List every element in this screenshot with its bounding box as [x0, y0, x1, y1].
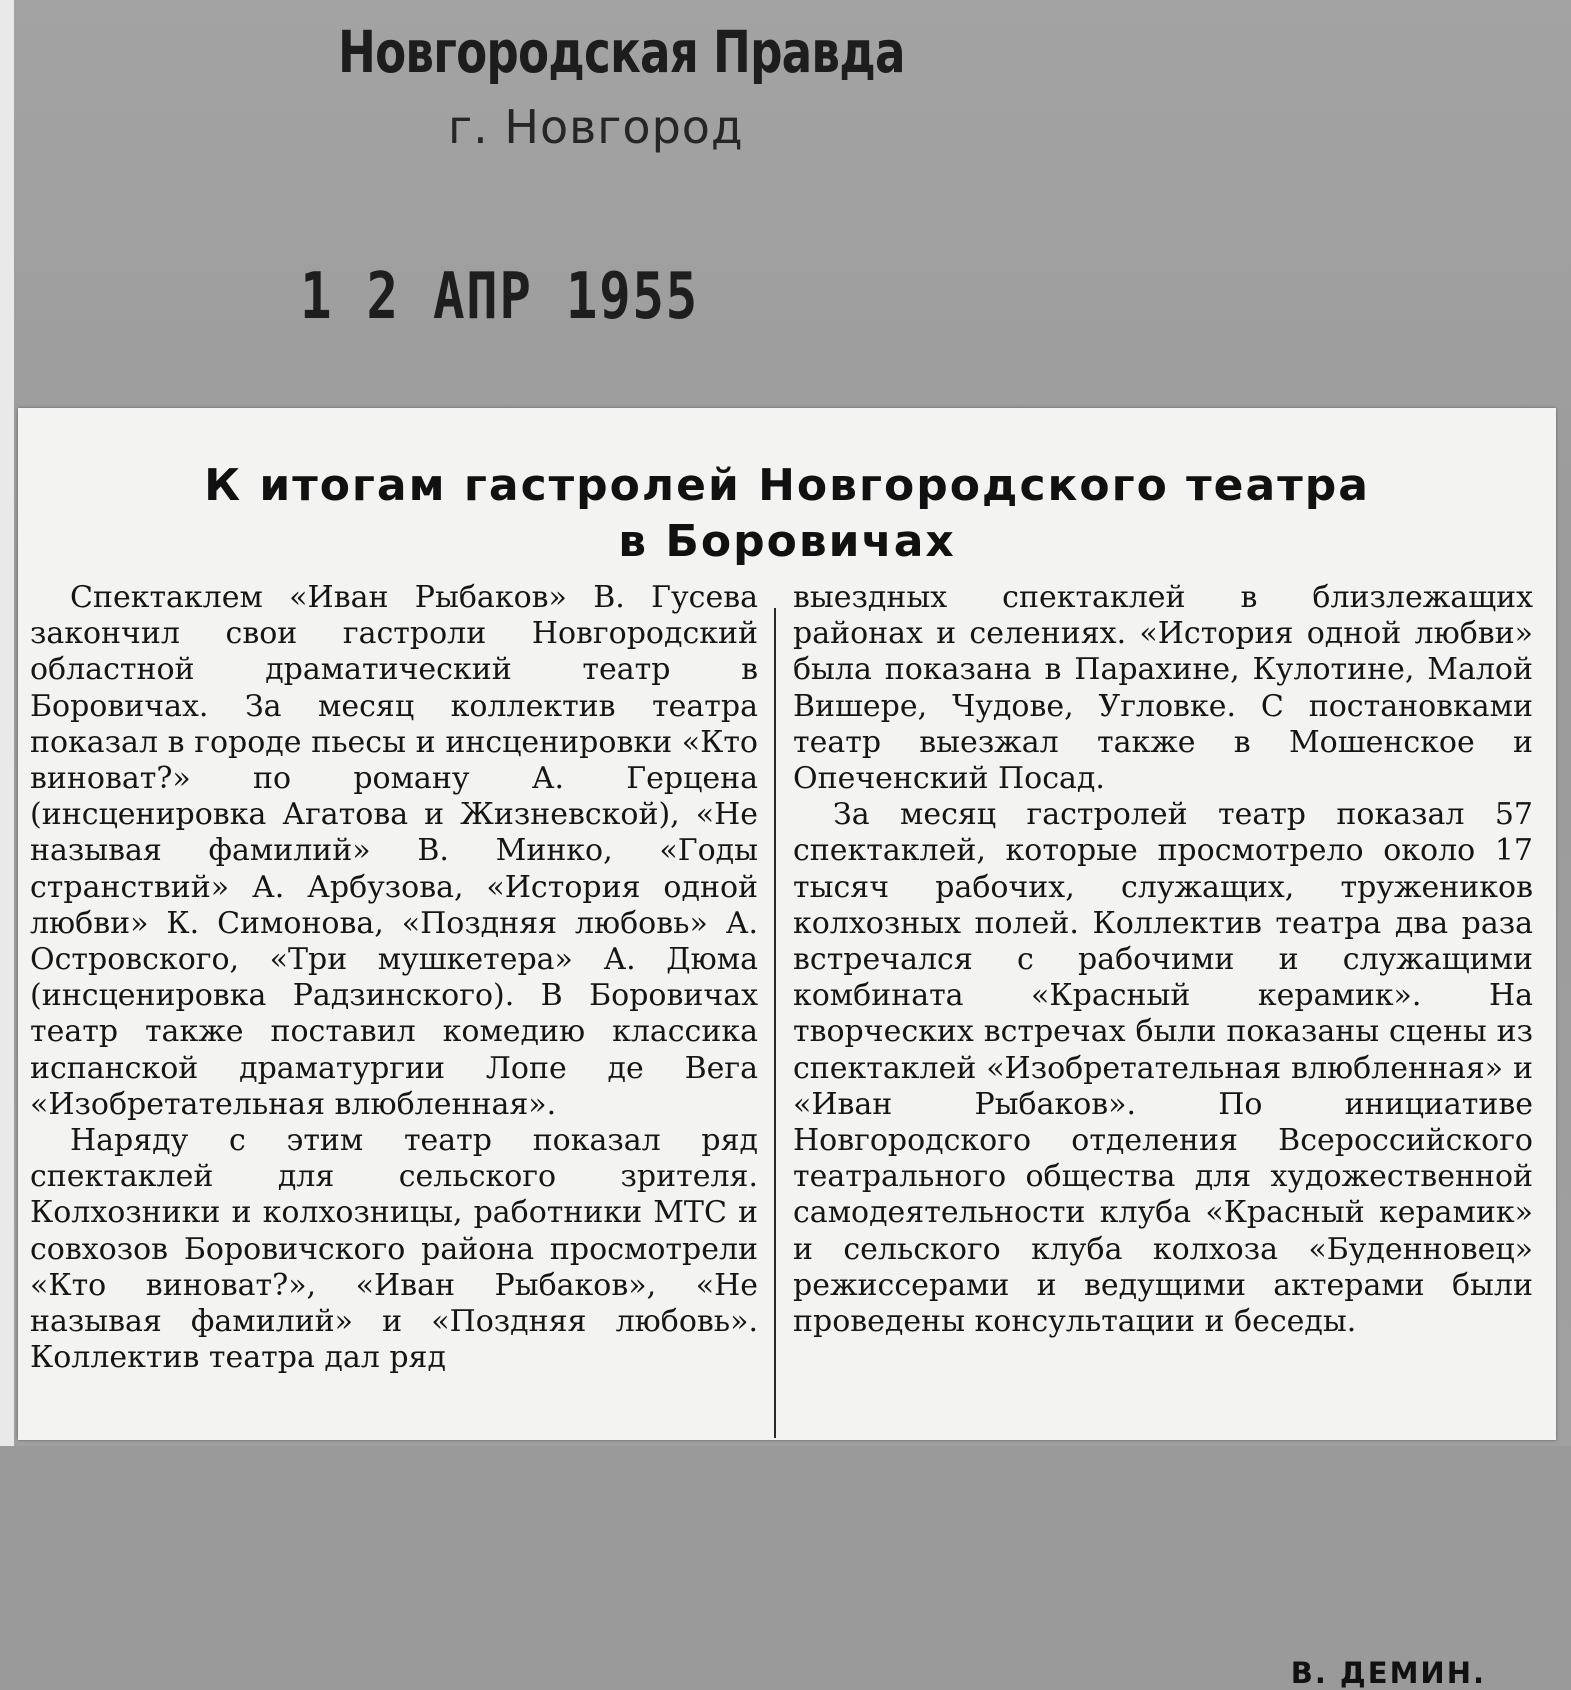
- newspaper-name-stamp: Новгородская Правда: [338, 18, 905, 86]
- date-stamp: 1 2 АПР 1955: [300, 260, 699, 334]
- article-author: В. ДЕМИН.: [1290, 1656, 1486, 1690]
- sheet-edge: [0, 0, 14, 1446]
- right-column: [793, 580, 1533, 1340]
- city-stamp: г. Новгород: [448, 100, 744, 154]
- left-column: [30, 580, 758, 1376]
- paragraph: Наряду с этим театр показал ряд спектаклей для сельского зрителя. Колхозники и колхозницы, работники МТС и совхозов Боровичского района просмотрели «Кто виноват?», «Иван Рыбаков», «Не называя фамилий» и «Поздняя любовь». Коллектив театра дал ряд: [30, 1123, 758, 1376]
- article-headline-line1: К итогам гастролей Новгородского театра: [204, 460, 1370, 511]
- article-headline-line2: в Боровичах: [618, 516, 956, 567]
- column-divider: [774, 608, 776, 1438]
- paragraph: выездных спектаклей в близлежащих районах и селениях. «История одной любви» была показана в Парахине, Кулотине, Малой Вишере, Чудове, Угловке. С постановками театр выезжал также в Мошенское и Опеченский Посад.: [793, 580, 1533, 797]
- newspaper-clipping: [18, 408, 1556, 1690]
- paragraph: Спектаклем «Иван Рыбаков» В. Гусева закончил свои гастроли Новгородский областной драматический театр в Боровичах. За месяц коллектив театра показал в городе пьесы и инсценировки «Кто виноват?» по роману А. Герцена (инсценировка Агатова и Жизневской), «Не называя фамилий» В. Минко, «Годы странствий» А. Арбузова, «История одной любви» К. Симонова, «Поздняя любовь» А. Островского, «Три мушкетера» А. Дюма (инсценировка Радзинского). В Боровичах театр также поставил комедию классика испанской драматургии Лопе де Вега «Изобретательная влюбленная».: [30, 580, 758, 1122]
- show-through-text: [200, 200, 210, 238]
- paragraph: За месяц гастролей театр показал 57 спектаклей, которые просмотрело около 17 тысяч рабочих, служащих, тружеников колхозных полей. Коллектив театра два раза встречался с рабочими и служащими комбината «Красный керамик». На творческих встречах были показаны сцены из спектаклей «Изобретательная влюбленная» и «Иван Рыбаков». По инициативе Новгородского отделения Всероссийского театрального общества для художественной самодеятельности клуба «Красный керамик» и сельского клуба колхоза «Буденновец» режиссерами и ведущими актерами были проведены консультации и беседы.: [793, 797, 1533, 1340]
